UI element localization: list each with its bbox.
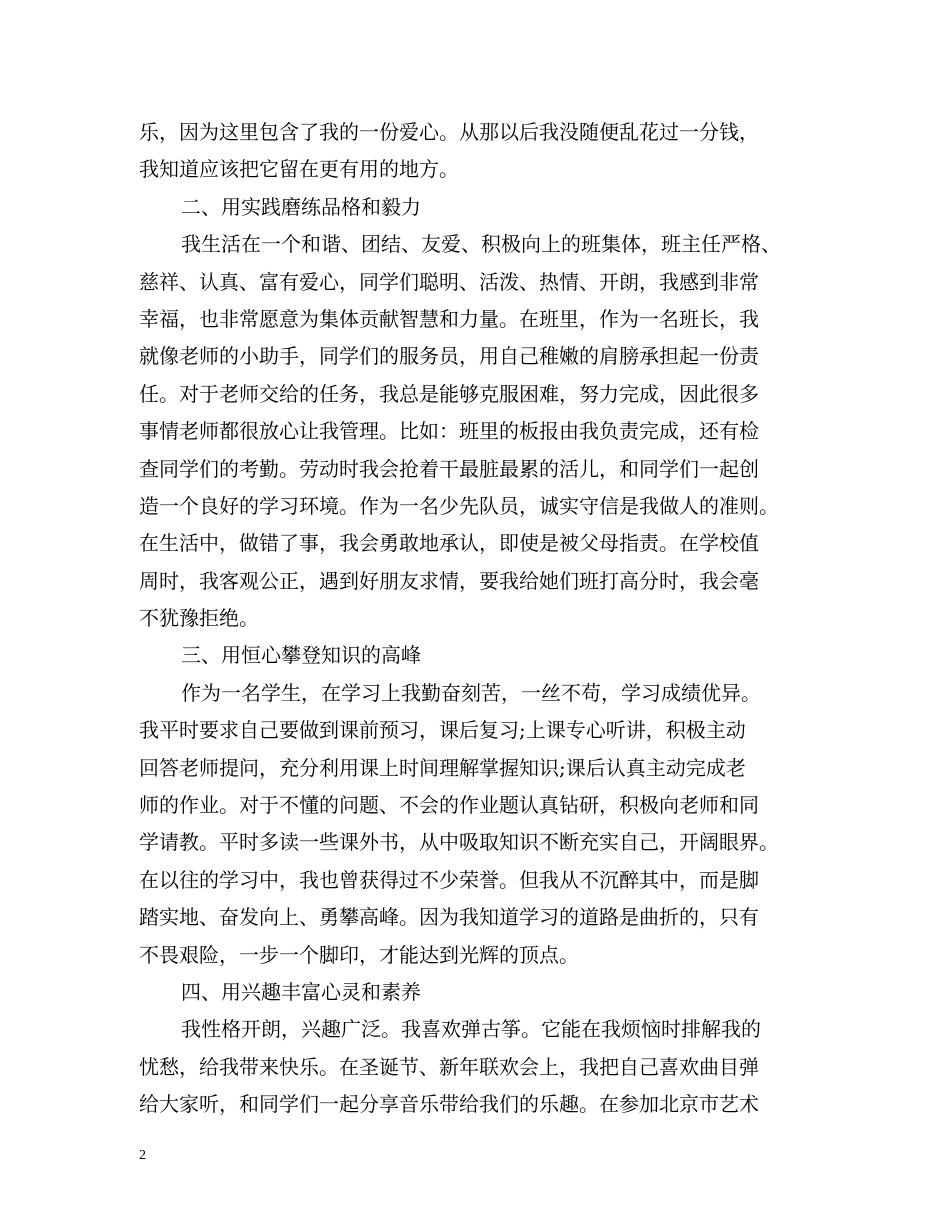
paragraph-line: 我知道应该把它留在更有用的地方。 (139, 157, 459, 182)
paragraph-line: 慈祥、认真、富有爱心，同学们聪明、活泼、热情、开朗，我感到非常 (139, 269, 759, 294)
paragraph-line: 周时，我客观公正，遇到好朋友求情，要我给她们班打高分时，我会毫 (139, 568, 759, 593)
paragraph-line: 不畏艰险，一步一个脚印，才能达到光辉的顶点。 (139, 942, 579, 967)
paragraph-line: 乐，因为这里包含了我的一份爱心。从那以后我没随便乱花过一分钱， (139, 120, 759, 144)
paragraph-line-indented: 我生活在一个和谐、团结、友爱、积极向上的班集体，班主任严格、 (181, 232, 781, 257)
paragraph-line: 学请教。平时多读一些课外书，从中吸取知识不断充实自己，开阔眼界。 (139, 830, 779, 855)
paragraph-line: 事情老师都很放心让我管理。比如：班里的板报由我负责完成，还有检 (139, 419, 759, 444)
paragraph-line-indented: 我性格开朗，兴趣广泛。我喜欢弹古筝。它能在我烦恼时排解我的 (181, 1017, 761, 1042)
paragraph-line-indented: 二、用实践磨练品格和毅力 (181, 194, 421, 219)
paragraph-line: 在生活中，做错了事，我会勇敢地承认，即使是被父母指责。在学校值 (139, 531, 759, 556)
paragraph-line: 给大家听，和同学们一起分享音乐带给我们的乐趣。在参加北京市艺术 (139, 1092, 759, 1117)
paragraph-line: 就像老师的小助手，同学们的服务员，用自己稚嫩的肩膀承担起一份责 (139, 344, 759, 369)
paragraph-line-indented: 四、用兴趣丰富心灵和素养 (181, 979, 421, 1004)
document-body (139, 114, 829, 1124)
paragraph-line: 任。对于老师交给的任务，我总是能够克服困难，努力完成，因此很多 (139, 381, 759, 406)
paragraph-line-indented: 作为一名学生，在学习上我勤奋刻苦，一丝不苟，学习成绩优异。 (181, 680, 761, 705)
paragraph-line: 查同学们的考勤。劳动时我会抢着干最脏最累的活儿，和同学们一起创 (139, 456, 759, 481)
paragraph-line: 不犹豫拒绝。 (139, 606, 259, 631)
paragraph-line: 我平时要求自己要做到课前预习，课后复习;上课专心听讲，积极主动 (139, 718, 746, 743)
paragraph-line: 忧愁，给我带来快乐。在圣诞节、新年联欢会上，我把自己喜欢曲目弹 (139, 1054, 759, 1079)
page-number: 2 (139, 1148, 146, 1163)
paragraph-line: 师的作业。对于不懂的问题、不会的作业题认真钻研，积极向老师和同 (139, 793, 759, 818)
paragraph-line: 回答老师提问，充分利用课上时间理解掌握知识;课后认真主动完成老 (139, 755, 746, 780)
paragraph-line: 在以往的学习中，我也曾获得过不少荣誉。但我从不沉醉其中，而是脚 (139, 867, 759, 892)
paragraph-line: 踏实地、奋发向上、勇攀高峰。因为我知道学习的道路是曲折的，只有 (139, 905, 759, 930)
paragraph-line-indented: 三、用恒心攀登知识的高峰 (181, 643, 421, 668)
paragraph-line: 造一个良好的学习环境。作为一名少先队员，诚实守信是我做人的准则。 (139, 493, 779, 518)
paragraph-line: 幸福，也非常愿意为集体贡献智慧和力量。在班里，作为一名班长，我 (139, 306, 759, 331)
